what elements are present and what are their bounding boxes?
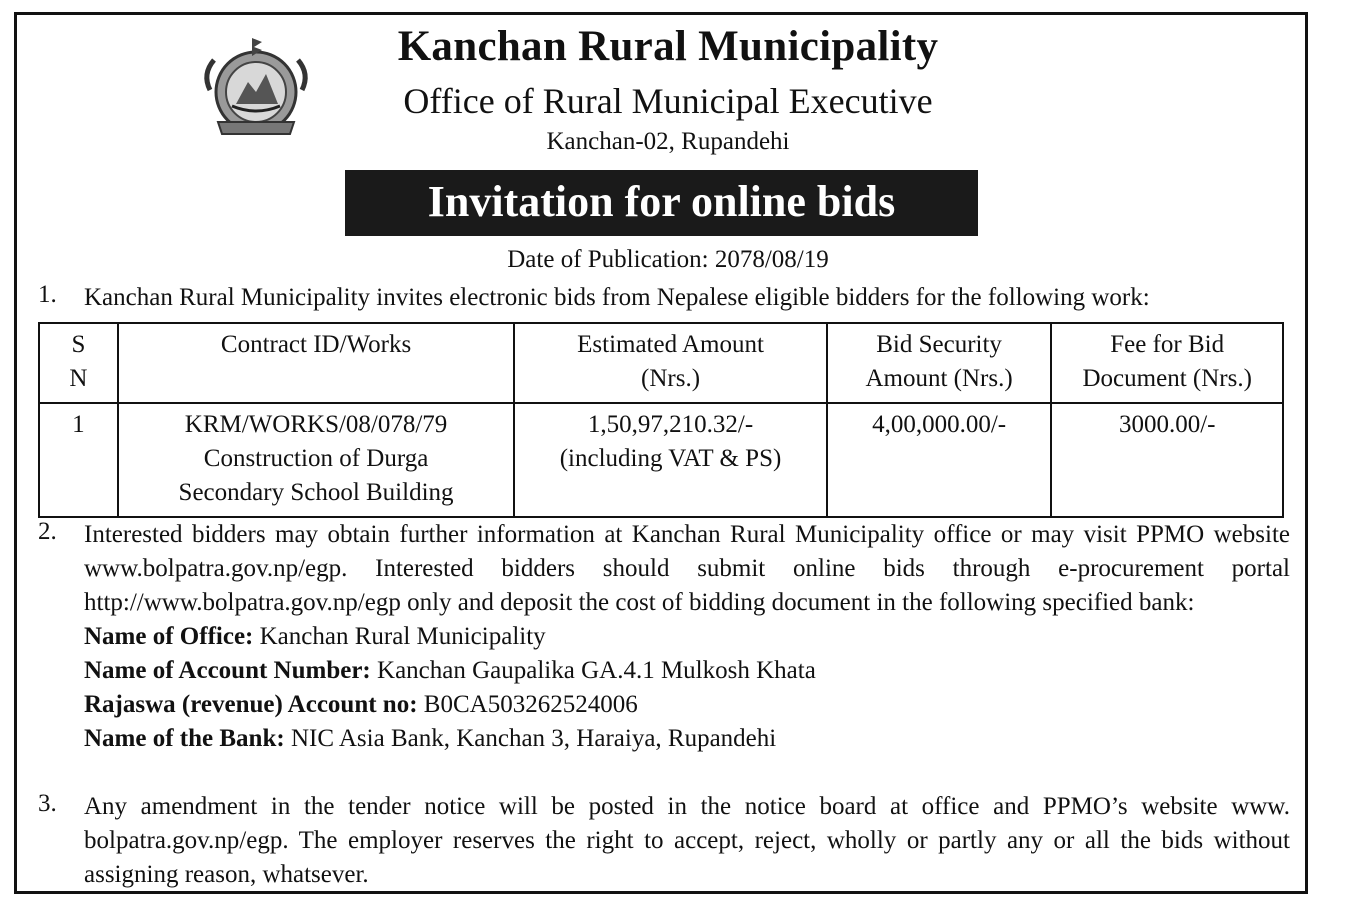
- cell-contract: [118, 403, 515, 517]
- bank-detail-office: [84, 620, 1290, 654]
- item-3-text: Any amendment in the tender notice will be posted in the notice board at office and PPMO’s website www. bolpatra.gov.np/egp. The employer reserves the right to accept, reject, wholly or partly any or all the bids without assigning reason, whatsever.: [84, 793, 1290, 888]
- table-row: [39, 403, 1283, 517]
- header-line: (Nrs.): [641, 365, 701, 392]
- detail-label: Name of the Bank:: [84, 725, 285, 752]
- bids-table: [38, 322, 1284, 518]
- notice-banner: Invitation for online bids: [345, 170, 978, 236]
- header-contract: [118, 323, 515, 403]
- bank-detail-bank-name: [84, 722, 1290, 756]
- item-number-2: 2.: [38, 518, 57, 545]
- header-line: N: [69, 365, 88, 392]
- estimated-line: (including VAT & PS): [559, 445, 782, 472]
- bank-detail-account-name: [84, 654, 1290, 688]
- bank-detail-revenue-account: [84, 688, 1290, 722]
- item-number-1: 1.: [38, 281, 57, 308]
- municipality-title: Kanchan Rural Municipality: [397, 23, 939, 70]
- contract-line: Construction of Durga: [203, 445, 429, 472]
- office-address: Kanchan-02, Rupandehi: [546, 128, 790, 155]
- cell-sn: 1: [39, 403, 118, 517]
- item-2-text: Interested bidders may obtain further information at Kanchan Rural Municipality office or may visit PPMO website www.bolpatra.gov.np/egp. Interested bidders should submit online bids through e-procurement portal http://www.bolpatra.gov.np/egp only and deposit the cost of bidding document in the following specified bank:: [84, 521, 1290, 616]
- item-1-text: Kanchan Rural Municipality invites electronic bids from Nepalese eligible bidders for the following work:: [84, 284, 1150, 311]
- header-line: Bid Security: [876, 331, 1002, 358]
- header-line: Fee for Bid: [1110, 331, 1225, 358]
- header-line: S: [71, 331, 86, 358]
- header-line: Document (Nrs.): [1082, 365, 1252, 392]
- estimated-line: 1,50,97,210.32/-: [587, 411, 754, 438]
- detail-value: Kanchan Gaupalika GA.4.1 Mulkosh Khata: [370, 657, 816, 684]
- header-estimated-amount: [514, 323, 826, 403]
- header-line: Estimated Amount: [577, 331, 764, 358]
- detail-label: Name of Account Number:: [84, 657, 371, 684]
- header-sn: [39, 323, 118, 403]
- detail-value: NIC Asia Bank, Kanchan 3, Haraiya, Rupandehi: [284, 725, 777, 752]
- cell-bid-security: 4,00,000.00/-: [827, 403, 1052, 517]
- detail-label: Name of Office:: [84, 623, 254, 650]
- header-bid-security: [827, 323, 1052, 403]
- nepal-government-emblem: [196, 30, 316, 142]
- detail-value: Kanchan Rural Municipality: [253, 623, 546, 650]
- cell-estimated-amount: [514, 403, 826, 517]
- publication-date: Date of Publication: 2078/08/19: [507, 246, 829, 273]
- cell-fee: 3000.00/-: [1051, 403, 1283, 517]
- contract-line: Secondary School Building: [178, 479, 454, 506]
- detail-label: Rajaswa (revenue) Account no:: [84, 691, 418, 718]
- detail-value: B0CA503262524006: [417, 691, 638, 718]
- header-fee: [1051, 323, 1283, 403]
- item-number-3: 3.: [38, 790, 57, 817]
- office-subtitle: Office of Rural Municipal Executive: [403, 81, 933, 121]
- contract-line: KRM/WORKS/08/078/79: [184, 411, 448, 438]
- table-header-row: [39, 323, 1283, 403]
- header-line: Amount (Nrs.): [865, 365, 1013, 392]
- header-line: Contract ID/Works: [220, 331, 412, 358]
- item-2-block: [84, 518, 1290, 756]
